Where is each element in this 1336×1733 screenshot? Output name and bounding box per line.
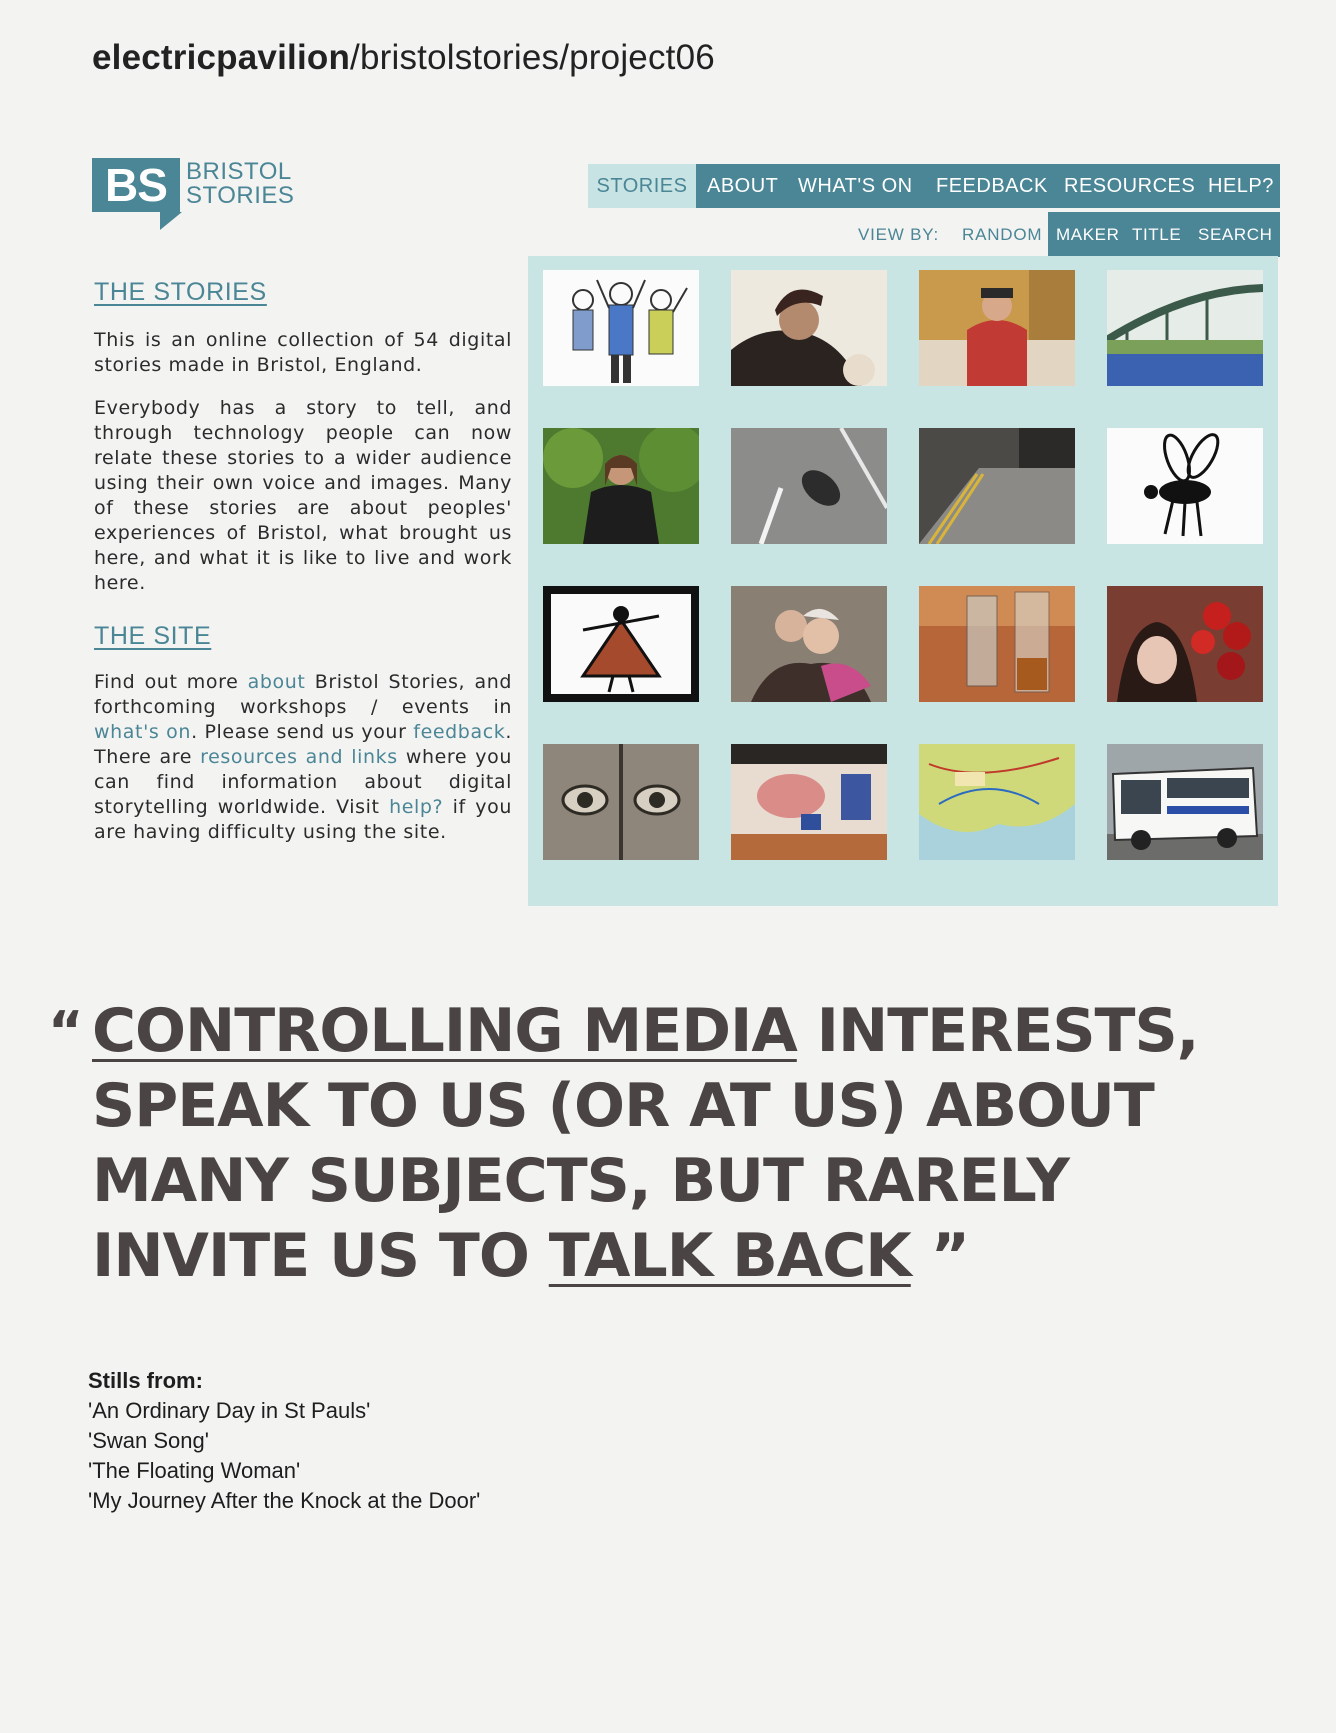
quote-close-mark: ” — [910, 1221, 970, 1291]
site-description — [94, 670, 512, 845]
site-text-1: Find out more — [94, 671, 248, 693]
story-thumb-carved-eyes[interactable] — [543, 744, 699, 860]
quote-open-mark: “ — [48, 1000, 84, 1063]
quote-underlined-1: CONTROLLING MEDIA — [92, 996, 797, 1066]
view-by-label: VIEW BY: — [858, 225, 940, 244]
story-grid — [528, 256, 1278, 906]
logo-wordmark — [186, 160, 294, 208]
help-link[interactable]: help? — [389, 796, 444, 818]
breadcrumb-brand: electricpavilion — [92, 38, 351, 77]
feedback-link[interactable]: feedback — [413, 721, 506, 743]
bristol-stories-logo[interactable] — [92, 158, 295, 230]
view-by-bar — [840, 212, 1280, 257]
story-thumb-woman-portrait[interactable] — [731, 270, 887, 386]
story-thumb-floating-woman-drawing[interactable] — [543, 586, 699, 702]
story-thumb-coach[interactable] — [1107, 744, 1263, 860]
stories-intro: This is an online collection of 54 digital stories made in Bristol, England. — [94, 329, 512, 376]
tab-whats-on[interactable]: WHAT'S ON — [798, 175, 913, 197]
logo-speech-tail — [160, 212, 182, 230]
site-text-4: . There are — [94, 721, 513, 768]
view-by-options — [1048, 212, 1280, 257]
breadcrumb — [92, 38, 715, 78]
tab-help[interactable]: HELP? — [1208, 175, 1274, 197]
stills-item: 'The Floating Woman' — [88, 1458, 301, 1483]
tab-feedback[interactable]: FEEDBACK — [936, 175, 1048, 197]
view-by-search[interactable]: SEARCH — [1198, 225, 1273, 244]
tab-about[interactable]: ABOUT — [707, 175, 779, 197]
quote-underlined-2: TALK BACK — [548, 1221, 911, 1291]
stories-description: Everybody has a story to tell, and through technology people can now relate these stories to a wider audience using their own voice and images. Many of these stories are about peoples' experiences of Bristol, what brought us here, and what it is like to live and work here. — [94, 397, 512, 594]
site-text-2: Bristol Stories, and forthcoming workshops / events in — [94, 671, 512, 718]
pull-quote — [92, 994, 1292, 1294]
site-text-5: where you can find information about digital storytelling worldwide. Visit — [94, 746, 512, 818]
stills-caption — [88, 1366, 480, 1516]
story-thumb-glasses-table[interactable] — [919, 586, 1075, 702]
logo-mark: BS — [92, 158, 180, 212]
logo-line-1: BRISTOL — [186, 158, 292, 185]
stills-item: 'An Ordinary Day in St Pauls' — [88, 1398, 371, 1423]
whats-on-link[interactable]: what's on — [94, 721, 192, 743]
view-by-title[interactable]: TITLE — [1132, 225, 1182, 244]
view-by-maker[interactable]: MAKER — [1056, 225, 1120, 244]
story-thumb-map[interactable] — [919, 744, 1075, 860]
tab-stories[interactable]: STORIES — [588, 164, 696, 208]
story-thumb-mosquito-drawing[interactable] — [1107, 428, 1263, 544]
story-thumb-road-blur[interactable] — [731, 428, 887, 544]
site-text-6: if you are having difficulty using the site. — [94, 796, 512, 843]
story-thumb-man-cap[interactable] — [919, 270, 1075, 386]
quote-middle: INTERESTS, SPEAK TO US (OR AT US) ABOUT MANY SUBJECTS, BUT RARELY INVITE US TO — [92, 996, 1199, 1291]
resources-link[interactable]: resources and links — [200, 746, 398, 768]
story-thumb-street[interactable] — [919, 428, 1075, 544]
story-thumb-woman-trees[interactable] — [543, 428, 699, 544]
stills-item: 'My Journey After the Knock at the Door' — [88, 1488, 481, 1513]
breadcrumb-path: /bristolstories/project06 — [350, 38, 715, 77]
tab-resources[interactable]: RESOURCES — [1064, 175, 1196, 197]
story-thumb-bridge[interactable] — [1107, 270, 1263, 386]
stills-title: Stills from: — [88, 1368, 203, 1393]
about-link[interactable]: about — [247, 671, 306, 693]
stills-item: 'Swan Song' — [88, 1428, 209, 1453]
site-heading: THE SITE — [94, 622, 212, 650]
site-text-3: . Please send us your — [191, 721, 414, 743]
logo-line-2: STORIES — [186, 182, 295, 209]
main-nav — [588, 164, 1280, 208]
story-thumb-woman-roses[interactable] — [1107, 586, 1263, 702]
story-thumb-cartoon-people[interactable] — [543, 270, 699, 386]
stories-heading: THE STORIES — [94, 278, 267, 306]
story-thumb-family-snow[interactable] — [731, 586, 887, 702]
story-thumb-graffiti[interactable] — [731, 744, 887, 860]
view-by-random[interactable]: RANDOM — [962, 225, 1043, 244]
